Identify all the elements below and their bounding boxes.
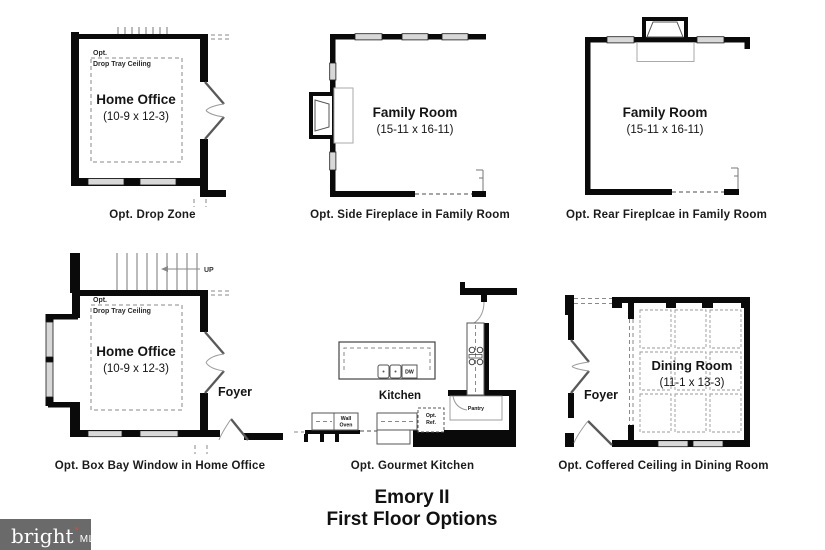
double-door-icon bbox=[205, 82, 224, 139]
caption-gourmet-kitchen: Opt. Gourmet Kitchen bbox=[350, 460, 475, 472]
caption-rear-fireplace: Opt. Rear Fireplcae in Family Room bbox=[565, 209, 768, 221]
plan-rear-fireplace-drawing bbox=[555, 10, 790, 210]
opt-ref-label-2: Ref. bbox=[426, 420, 436, 426]
plan-drop-zone-drawing bbox=[35, 18, 280, 208]
pantry-label: Pantry bbox=[467, 406, 485, 412]
plan-box-bay-drawing bbox=[35, 250, 285, 465]
room-dims: (15-11 x 16-11) bbox=[626, 124, 704, 136]
wall-oven-label-2: Oven bbox=[339, 422, 353, 429]
brightmls-logo-suffix: MLS bbox=[79, 534, 102, 545]
door-swing bbox=[474, 302, 484, 323]
plan-rear-fireplace bbox=[555, 10, 790, 210]
caption-box-bay: Opt. Box Bay Window in Home Office bbox=[54, 460, 266, 472]
room-label: Home Office bbox=[96, 344, 176, 359]
tray-note-line1: Opt. bbox=[93, 297, 107, 304]
wall-oven-label-1: Wall bbox=[340, 416, 352, 422]
room-dims: (10-9 x 12-3) bbox=[103, 363, 169, 375]
brightmls-logo bbox=[0, 519, 102, 550]
tray-ceiling-outline bbox=[91, 58, 182, 162]
room-label: Dining Room bbox=[651, 358, 733, 373]
up-label: UP bbox=[204, 267, 214, 274]
plan-gourmet-kitchen bbox=[290, 282, 525, 462]
room-label: Kitchen bbox=[378, 390, 422, 402]
plan-coffered-ceiling bbox=[555, 285, 790, 465]
brightmls-logo-brand: bright bbox=[11, 524, 74, 548]
foyer-label: Foyer bbox=[583, 388, 619, 402]
tray-note-line2: Drop Tray Ceiling bbox=[93, 61, 151, 68]
plan-side-fireplace bbox=[300, 25, 520, 209]
sheet-title bbox=[262, 487, 562, 531]
stairs bbox=[117, 253, 197, 290]
room-dims: (15-11 x 16-11) bbox=[376, 124, 454, 136]
room-label: Family Room bbox=[622, 105, 708, 120]
cooktop-counter bbox=[467, 323, 484, 395]
sheet-subtitle: First Floor Options bbox=[326, 509, 498, 530]
plan-gourmet-kitchen-drawing bbox=[290, 282, 525, 462]
dashed-openings bbox=[574, 299, 633, 426]
entry-door-icon bbox=[219, 419, 248, 440]
plan-name: Emory II bbox=[374, 487, 450, 508]
opt-ref-label-1: Opt. bbox=[425, 413, 437, 419]
caption-side-fireplace: Opt. Side Fireplace in Family Room bbox=[310, 209, 510, 221]
wall-return bbox=[476, 170, 483, 191]
room-label: Home Office bbox=[96, 92, 176, 107]
tray-note-line2: Drop Tray Ceiling bbox=[93, 308, 151, 315]
windows bbox=[46, 322, 178, 437]
tray-note-line1: Opt. bbox=[93, 50, 107, 57]
wall-return bbox=[731, 168, 738, 189]
fireplace-icon bbox=[311, 88, 353, 143]
caption-coffered-ceiling: Opt. Coffered Ceiling in Dining Room bbox=[558, 460, 769, 472]
plan-side-fireplace-drawing bbox=[300, 25, 520, 209]
fireplace-icon bbox=[637, 19, 694, 62]
dishwasher-label: DW bbox=[405, 369, 414, 376]
entry-door-icon bbox=[574, 421, 612, 445]
plan-box-bay bbox=[35, 250, 285, 465]
room-dims: (11-1 x 13-3) bbox=[659, 377, 725, 389]
room-dims: (10-9 x 12-3) bbox=[103, 111, 169, 123]
asterisk-icon: * bbox=[74, 525, 79, 537]
up-arrow-icon bbox=[161, 266, 200, 272]
stair-ticks bbox=[118, 27, 167, 34]
plan-drop-zone bbox=[35, 18, 280, 208]
base-counter bbox=[377, 413, 417, 444]
caption-drop-zone: Opt. Drop Zone bbox=[109, 209, 196, 221]
plan-coffered-ceiling-drawing bbox=[555, 285, 790, 465]
double-door-icon bbox=[205, 332, 224, 393]
foyer-label: Foyer bbox=[217, 385, 253, 399]
room-label: Family Room bbox=[372, 105, 458, 120]
double-door-icon bbox=[571, 340, 589, 393]
